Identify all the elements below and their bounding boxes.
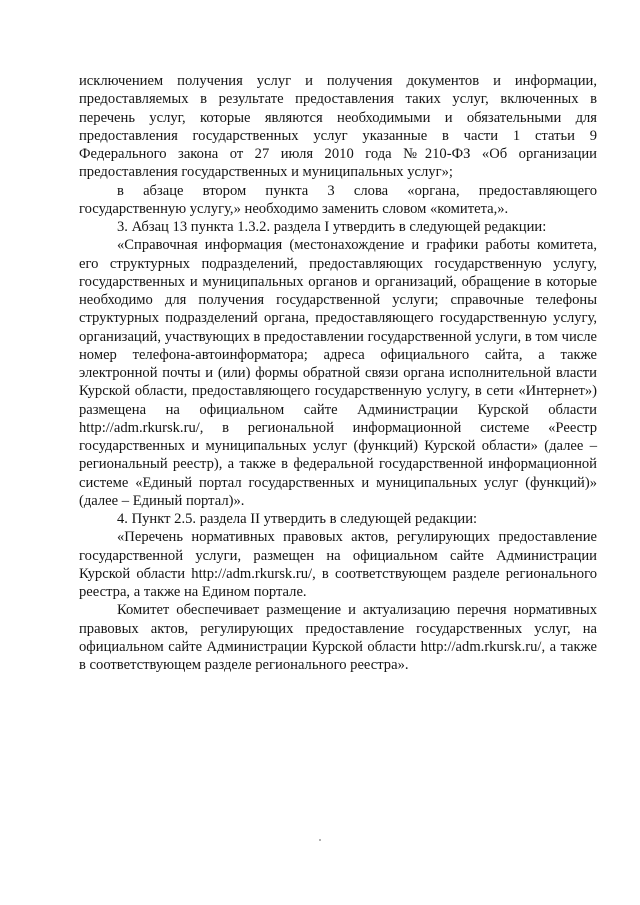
paragraph-5: 4. Пункт 2.5. раздела II утвердить в следующей редакции: <box>117 511 478 527</box>
paragraph-7: Комитет обеспечивает размещение и актуализацию перечня нормативных правовых актов, регулирующих предоставление государственных услуг, на официальном сайте Администрации Курской области http://adm.rkursk.ru/, а также в соответствующем разделе регионального реестра». <box>79 602 597 673</box>
document-body <box>79 72 597 674</box>
paragraph-2: в абзаце втором пункта 3 слова «органа, предоставляющего государственную услугу,» необходимо заменить словом «комитета,». <box>79 182 597 217</box>
paragraph-4: «Справочная информация (местонахождение и графики работы комитета, его структурных подразделений, предоставляющих государственную услугу, государственных и муниципальных органов и организаций, обращение в которые необходимо для получения государственной услуги; справочные телефоны структурных подразделений органа, предоставляющего государственную услугу, организаций, участвующих в предоставлении государственной услуги, в том числе номер телефона-автоинформатора; адреса официального сайта, а также электронной почты и (или) формы обратной связи органа исполнительной власти Курской области, предоставляющего государственную услугу, в сети «Интернет») размещена на официальном сайте Администрации Курской области http://adm.rkursk.ru/, в региональной информационной системе «Реестр государственных и муниципальных услуг (функций) Курской области» (далее – региональный реестр), а также в федеральной государственной информационной системе «Единый портал государственных и муниципальных услуг (функций)» (далее – Единый портал)». <box>79 237 597 509</box>
scan-speck <box>319 839 321 841</box>
paragraph-6: «Перечень нормативных правовых актов, регулирующих предоставление государственной услуги, размещен на официальном сайте Администрации Курской области http://adm.rkursk.ru/, в соответствующем разделе регионального реестра, а также на Едином портале. <box>79 529 597 600</box>
paragraph-1: исключением получения услуг и получения документов и информации, предоставляемых в результате предоставления таких услуг, включенных в перечень услуг, которые являются необходимыми и обязательными для предоставления государственных услуг указанные в части 1 статьи 9 Федерального закона от 27 июля 2010 года №210-ФЗ «Об организации предоставления государственных и муниципальных услуг»; <box>79 73 597 181</box>
paragraph-3: 3. Абзац 13 пункта 1.3.2. раздела I утвердить в следующей редакции: <box>117 219 547 235</box>
